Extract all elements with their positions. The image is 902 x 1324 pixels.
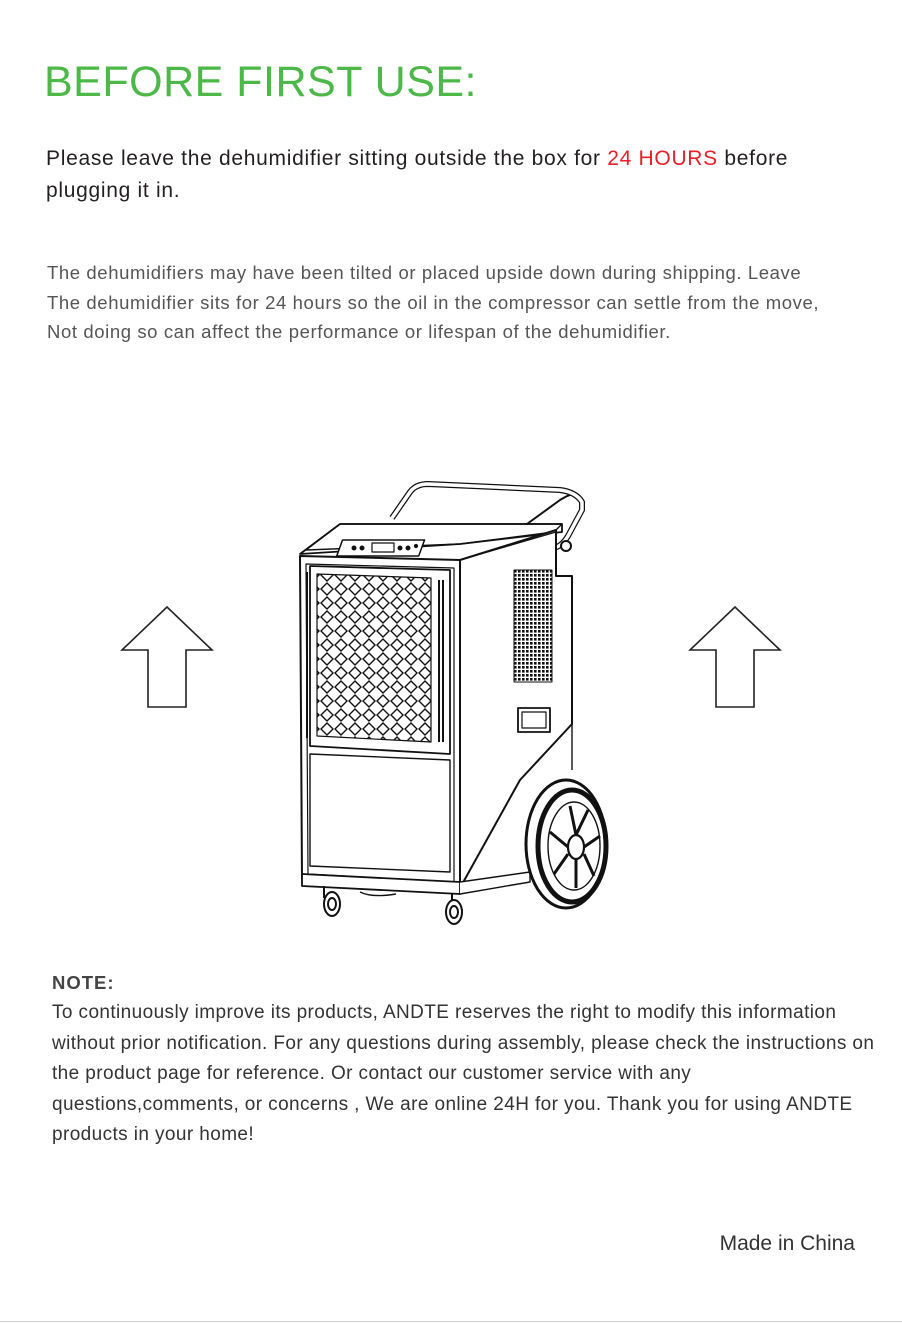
up-arrow-icon <box>122 607 212 707</box>
dehumidifier-drawing <box>300 484 606 924</box>
upright-dehumidifier-illustration <box>110 470 800 940</box>
up-arrow-icon <box>690 607 780 707</box>
lead-text-after: before plugging it in. <box>46 147 789 202</box>
explanation-paragraph: The dehumidifiers may have been tilted or placed upside down during shipping. Leave The dehumidifier sits for 24 hours so the oil in the compressor can settle from the move, Not doing so can affect the performance or lifespan of the dehumidifier. <box>47 262 820 342</box>
page-title: BEFORE FIRST USE: <box>44 58 477 106</box>
note-heading: NOTE: <box>52 972 115 993</box>
lead-text-before: Please leave the dehumidifier sitting outside the box for <box>46 147 608 170</box>
page-bottom-divider <box>0 1321 902 1322</box>
note-paragraph: To continuously improve its products, ANDTE reserves the right to modify this information without prior notification. For any questions during assembly, please check the instructions on the product page for reference. Or contact our customer service with any questions,comments, or concerns , We are online 24H for you. Thank you for using ANDTE products in your home! <box>52 1002 875 1145</box>
highlight-24-hours: 24 HOURS <box>607 147 718 170</box>
made-in-label: Made in China <box>719 1232 855 1255</box>
lead-instruction <box>46 143 876 207</box>
